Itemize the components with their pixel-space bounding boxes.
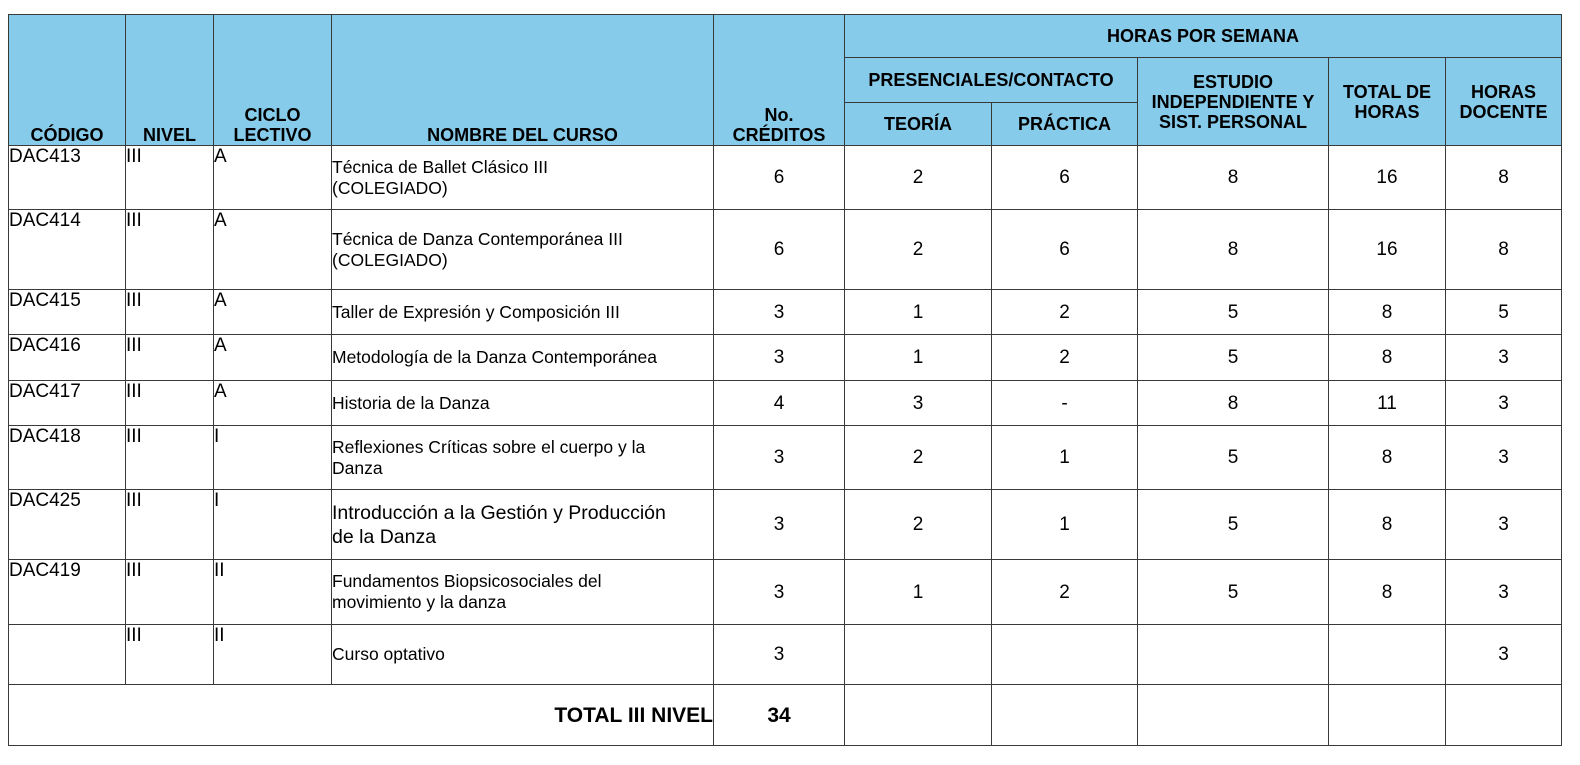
cell-codigo: DAC413 <box>9 146 126 210</box>
header-total-horas <box>1329 58 1446 146</box>
table-header <box>9 15 1562 146</box>
cell-docente: 3 <box>1446 381 1562 426</box>
table-row <box>9 426 1562 490</box>
cell-nombre <box>332 560 714 625</box>
table-body <box>9 146 1562 746</box>
cell-teoria: 2 <box>845 426 992 490</box>
cell-codigo: DAC418 <box>9 426 126 490</box>
cell-nivel: III <box>126 146 214 210</box>
cell-docente: 8 <box>1446 210 1562 290</box>
table-row <box>9 560 1562 625</box>
cell-teoria <box>845 625 992 685</box>
cell-nombre-line1: Técnica de Danza Contemporánea III <box>332 228 623 249</box>
cell-nivel: III <box>126 290 214 335</box>
total-row <box>9 685 1562 746</box>
cell-nombre <box>332 146 714 210</box>
cell-teoria: 2 <box>845 210 992 290</box>
cell-ciclo: II <box>214 560 332 625</box>
cell-total: 8 <box>1329 426 1446 490</box>
cell-practica: 6 <box>992 146 1138 210</box>
cell-nombre-line2: (COLEGIADO) <box>332 177 448 198</box>
cell-nombre: Taller de Expresión y Composición III <box>332 290 714 335</box>
header-docente-line1: HORAS <box>1471 81 1537 102</box>
cell-ciclo: A <box>214 335 332 381</box>
cell-ciclo: I <box>214 426 332 490</box>
cell-nivel: III <box>126 335 214 381</box>
header-horas-docente <box>1446 58 1562 146</box>
cell-creditos: 3 <box>714 335 845 381</box>
cell-codigo: DAC425 <box>9 490 126 560</box>
cell-teoria: 2 <box>845 490 992 560</box>
header-presenciales: PRESENCIALES/CONTACTO <box>845 58 1138 103</box>
cell-estudio: 8 <box>1138 146 1329 210</box>
cell-total: 8 <box>1329 490 1446 560</box>
cell-codigo: DAC414 <box>9 210 126 290</box>
total-empty-cell <box>992 685 1138 746</box>
cell-nombre: Curso optativo <box>332 625 714 685</box>
table-row <box>9 146 1562 210</box>
cell-nombre-line1: Fundamentos Biopsicosociales del <box>332 571 602 591</box>
cell-creditos: 3 <box>714 625 845 685</box>
header-estudio-line1: ESTUDIO <box>1192 71 1273 92</box>
cell-teoria: 3 <box>845 381 992 426</box>
cell-codigo: DAC415 <box>9 290 126 335</box>
cell-total: 16 <box>1329 210 1446 290</box>
cell-nombre <box>332 426 714 490</box>
header-total-line2: HORAS <box>1354 101 1420 122</box>
cell-total: 8 <box>1329 335 1446 381</box>
cell-nombre-line2: (COLEGIADO) <box>332 249 448 270</box>
cell-nombre <box>332 210 714 290</box>
cell-creditos: 3 <box>714 560 845 625</box>
table-row <box>9 210 1562 290</box>
cell-nivel: III <box>126 560 214 625</box>
cell-docente: 3 <box>1446 335 1562 381</box>
total-creditos: 34 <box>714 685 845 746</box>
cell-estudio: 5 <box>1138 290 1329 335</box>
header-estudio-line3: SIST. PERSONAL <box>1158 111 1308 132</box>
cell-nombre-line2: Danza <box>332 457 383 478</box>
cell-practica: 6 <box>992 210 1138 290</box>
cell-total <box>1329 625 1446 685</box>
total-empty-cell <box>845 685 992 746</box>
cell-docente: 3 <box>1446 560 1562 625</box>
cell-nombre: Metodología de la Danza Contemporánea <box>332 335 714 381</box>
cell-estudio: 8 <box>1138 210 1329 290</box>
cell-estudio: 8 <box>1138 381 1329 426</box>
cell-ciclo: A <box>214 146 332 210</box>
total-label: TOTAL III NIVEL <box>9 685 714 746</box>
cell-ciclo: A <box>214 210 332 290</box>
header-creditos <box>714 15 845 146</box>
cell-nivel: III <box>126 210 214 290</box>
header-teoria: TEORÍA <box>845 103 992 146</box>
cell-nombre <box>332 490 714 560</box>
cell-teoria: 1 <box>845 335 992 381</box>
cell-codigo: DAC419 <box>9 560 126 625</box>
cell-ciclo: A <box>214 290 332 335</box>
table-row <box>9 335 1562 381</box>
header-total-line1: TOTAL DE <box>1342 81 1431 102</box>
cell-practica: - <box>992 381 1138 426</box>
cell-estudio: 5 <box>1138 335 1329 381</box>
cell-nombre-line1: Introducción a la Gestión y Producción <box>332 501 666 524</box>
header-creditos-line1: No. <box>764 105 794 125</box>
cell-teoria: 1 <box>845 560 992 625</box>
cell-creditos: 3 <box>714 290 845 335</box>
cell-teoria: 2 <box>845 146 992 210</box>
header-codigo: CÓDIGO <box>9 15 126 146</box>
header-ciclo <box>214 15 332 146</box>
cell-practica <box>992 625 1138 685</box>
cell-ciclo: II <box>214 625 332 685</box>
cell-nivel: III <box>126 381 214 426</box>
cell-teoria: 1 <box>845 290 992 335</box>
cell-creditos: 6 <box>714 210 845 290</box>
total-empty-cell <box>1446 685 1562 746</box>
cell-total: 8 <box>1329 560 1446 625</box>
cell-practica: 2 <box>992 335 1138 381</box>
cell-creditos: 4 <box>714 381 845 426</box>
table-row <box>9 625 1562 685</box>
header-practica: PRÁCTICA <box>992 103 1138 146</box>
header-docente-line2: DOCENTE <box>1459 101 1548 122</box>
header-estudio <box>1138 58 1329 146</box>
header-nombre: NOMBRE DEL CURSO <box>332 15 714 146</box>
cell-docente: 3 <box>1446 490 1562 560</box>
course-table <box>8 14 1562 746</box>
cell-nombre-line2: de la Danza <box>332 525 437 548</box>
cell-nombre-line1: Reflexiones Críticas sobre el cuerpo y la <box>332 436 646 457</box>
table-row <box>9 381 1562 426</box>
cell-nombre: Historia de la Danza <box>332 381 714 426</box>
cell-docente: 3 <box>1446 625 1562 685</box>
table-row <box>9 290 1562 335</box>
cell-estudio: 5 <box>1138 490 1329 560</box>
cell-docente: 8 <box>1446 146 1562 210</box>
cell-nivel: III <box>126 490 214 560</box>
cell-codigo: DAC417 <box>9 381 126 426</box>
cell-estudio: 5 <box>1138 560 1329 625</box>
header-creditos-line2: CRÉDITOS <box>732 125 826 145</box>
header-horas-semana: HORAS POR SEMANA <box>845 15 1562 58</box>
header-ciclo-line1: CICLO <box>244 105 301 125</box>
cell-practica: 2 <box>992 290 1138 335</box>
cell-creditos: 6 <box>714 146 845 210</box>
cell-creditos: 3 <box>714 426 845 490</box>
total-empty-cell <box>1138 685 1329 746</box>
cell-nombre-line1: Técnica de Ballet Clásico III <box>332 156 548 177</box>
cell-nombre-line2: movimiento y la danza <box>332 592 507 612</box>
header-nivel: NIVEL <box>126 15 214 146</box>
total-empty-cell <box>1329 685 1446 746</box>
cell-docente: 3 <box>1446 426 1562 490</box>
cell-practica: 2 <box>992 560 1138 625</box>
cell-creditos: 3 <box>714 490 845 560</box>
cell-ciclo: I <box>214 490 332 560</box>
cell-estudio: 5 <box>1138 426 1329 490</box>
header-ciclo-line2: LECTIVO <box>233 125 312 145</box>
cell-ciclo: A <box>214 381 332 426</box>
cell-total: 11 <box>1329 381 1446 426</box>
cell-total: 8 <box>1329 290 1446 335</box>
cell-nivel: III <box>126 625 214 685</box>
table-row <box>9 490 1562 560</box>
cell-nivel: III <box>126 426 214 490</box>
cell-codigo <box>9 625 126 685</box>
cell-estudio <box>1138 625 1329 685</box>
cell-practica: 1 <box>992 490 1138 560</box>
cell-total: 16 <box>1329 146 1446 210</box>
header-estudio-line2: INDEPENDIENTE Y <box>1151 91 1315 112</box>
cell-docente: 5 <box>1446 290 1562 335</box>
cell-codigo: DAC416 <box>9 335 126 381</box>
cell-practica: 1 <box>992 426 1138 490</box>
